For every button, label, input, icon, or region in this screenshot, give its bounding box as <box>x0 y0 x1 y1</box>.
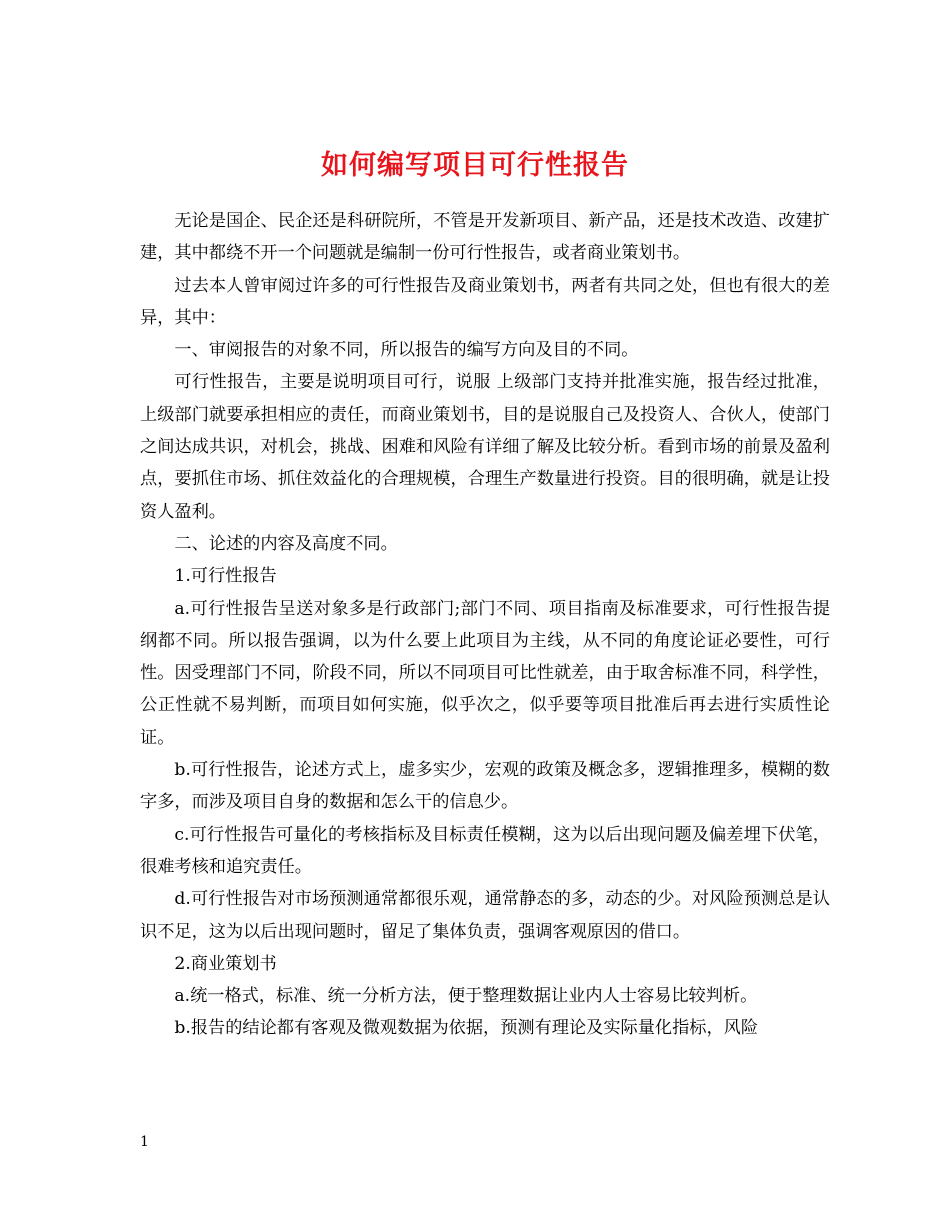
paragraph: 可行性报告，主要是说明项目可行，说服 上级部门支持并批准实施，报告经过批准，上级部门就要承担相应的责任，而商业策划书，目的是说服自己及投资人、合伙人，使部门之间达成共识，对机会，挑战、困难和风险有详细了解及比较分析。看到市场的前景及盈利点，要抓住市场、抓住效益化的合理规模，合理生产数量进行投资。目的很明确，就是让投资人盈利。 <box>140 372 830 522</box>
list-item: a.统一格式，标准、统一分析方法，便于整理数据让业内人士容易比较判析。 <box>174 986 758 1007</box>
list-item: b.报告的结论都有客观及微观数据为依据，预测有理论及实际量化指标，风险 <box>174 1018 759 1039</box>
list-item: a.可行性报告呈送对象多是行政部门;部门不同、项目指南及标准要求，可行性报告提纲都不同。所以报告强调，以为什么要上此项目为主线，从不同的角度论证必要性，可行性。因受理部门不同，阶段不同，所以不同项目可比性就差，由于取舍标准不同，科学性，公正性就不易判断，而项目如何实施，似乎次之，似乎要等项目批准后再去进行实质性论证。 <box>140 598 830 748</box>
list-item: c.可行性报告可量化的考核指标及目标责任模糊，这为以后出现问题及偏差埋下伏笔，很难考核和追究责任。 <box>140 824 830 877</box>
subsection-heading: 1.可行性报告 <box>174 566 277 587</box>
document-title: 如何编写项目可行性报告 <box>321 150 629 182</box>
list-item: d.可行性报告对市场预测通常都很乐观，通常静态的多，动态的少。对风险预测总是认识不足，这为以后出现问题时，留足了集体负责，强调客观原因的借口。 <box>140 889 830 942</box>
paragraph: 过去本人曾审阅过许多的可行性报告及商业策划书，两者有共同之处，但也有很大的差异，其中： <box>140 275 830 328</box>
section-heading: 一、审阅报告的对象不同，所以报告的编写方向及目的不同。 <box>174 340 639 361</box>
paragraph: 无论是国企、民企还是科研院所，不管是开发新项目、新产品，还是技术改造、改建扩建，其中都绕不开一个问题就是编制一份可行性报告，或者商业策划书。 <box>140 211 830 264</box>
page-number: 1 <box>140 1134 149 1150</box>
document-body <box>140 205 830 1045</box>
section-heading: 二、论述的内容及高度不同。 <box>174 533 398 554</box>
subsection-heading: 2.商业策划书 <box>174 953 277 974</box>
list-item: b.可行性报告，论述方式上，虚多实少，宏观的政策及概念多，逻辑推理多，模糊的数字多，而涉及项目自身的数据和怎么干的信息少。 <box>140 760 830 813</box>
